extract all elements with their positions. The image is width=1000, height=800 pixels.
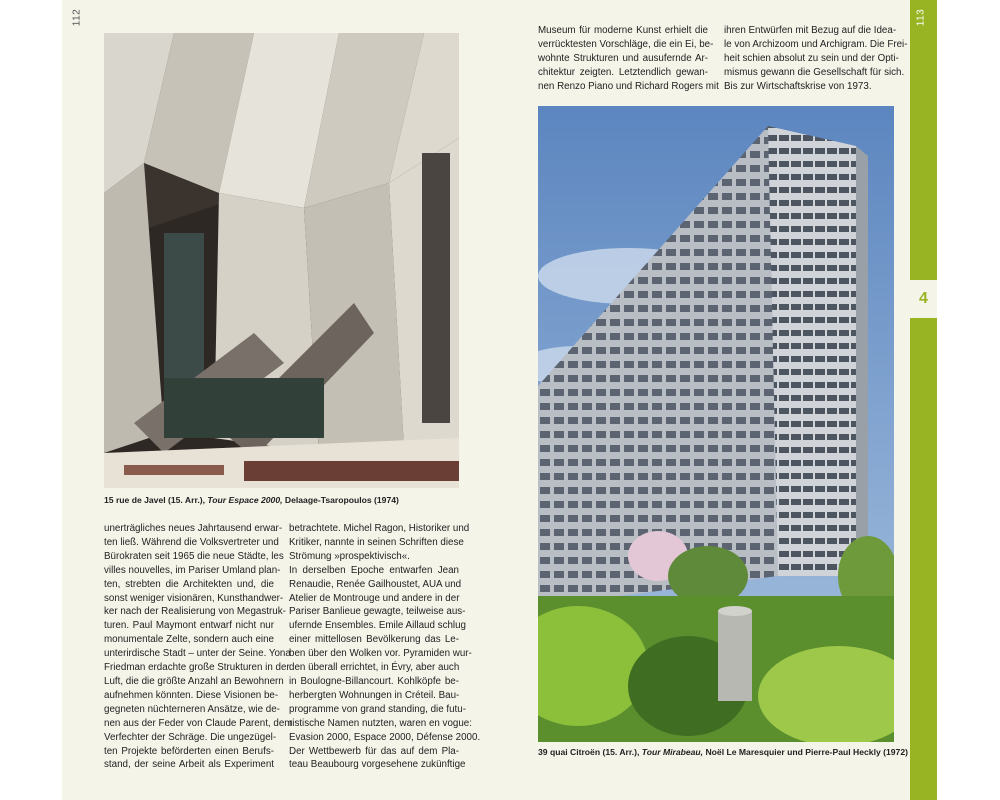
caption-right-address: 39 quai Citroën (15. Arr.), <box>538 747 640 757</box>
text-line: villes nouvelles, im Pariser Umland plan- <box>104 564 281 576</box>
text-line: mismus gewann die Gesellschaft für sich. <box>724 66 905 78</box>
text-line: Pariser Banlieue gewagte, teilweise aus- <box>289 606 466 618</box>
text-line: ufernde Ensembles. Emile Aillaud schlug <box>289 620 466 632</box>
text-line: stand, der seine Arbeit als Experiment <box>104 759 274 771</box>
text-line: gegneten nüchterneren Ansätze, wie de- <box>104 703 280 715</box>
text-line: ben über den Wolken vor. Pyramiden wur- <box>289 648 472 660</box>
text-line: Der Wettbewerb für das auf dem Pla- <box>289 745 459 757</box>
text-line: Museum für moderne Kunst erhielt die <box>538 25 708 36</box>
text-line: turen. Paul Maymont entwarf nicht nur <box>104 620 274 632</box>
text-line: herbergten Wohnungen in Créteil. Bau- <box>289 689 460 701</box>
text-line: heit schien absolut zu sein und der Opti- <box>724 52 899 64</box>
text-line: Kritiker, nannte in seinen Schriften diese <box>289 536 464 548</box>
text-line: einer mittellosen Bevölkerung das Le- <box>289 634 459 646</box>
caption-left-building: Tour Espace 2000, <box>207 495 283 505</box>
text-line: ker nach der Realisierung von Megastruk- <box>104 606 286 618</box>
text-line: Atelier de Montrouge und andere in der <box>289 592 460 604</box>
text-line: den überall errichtet, in Évry, aber auch <box>289 662 460 674</box>
text-line: ten ließ. Während die Volksvertreter und <box>104 536 279 548</box>
text-line: Friedman erdachte große Strukturen in der <box>104 662 290 674</box>
photo-tour-espace-2000 <box>104 33 459 488</box>
text-line: aufnehmen könnten. Diese Visionen be- <box>104 689 279 701</box>
text-line: unerträgliches neues Jahrtausend erwar- <box>104 523 283 534</box>
text-line: wohnte Strukturen und ausufernde Ar- <box>538 52 708 64</box>
text-line: nen Renzo Piano und Richard Rogers mit <box>538 80 719 92</box>
photo-tour-mirabeau <box>538 106 894 742</box>
text-line: monumentale Zelte, sondern auch eine <box>104 634 274 646</box>
text-line: Bürokraten seit 1965 die neue Städte, les <box>104 550 284 562</box>
text-line: Strömung »prospektivisch«. <box>289 550 410 562</box>
text-line: sonst weniger visionären, Kunsthandwer- <box>104 592 284 604</box>
chapter-color-bar <box>910 0 937 800</box>
caption-left-architect: Delaage-Tsaropoulos (1974) <box>284 495 399 505</box>
text-line: verrücktesten Vorschläge, die ein Ei, be- <box>538 38 714 50</box>
text-line: ristische Namen nutzten, waren en vogue: <box>289 717 472 729</box>
text-line: chitektur zeigten. Letztendlich gewan- <box>538 66 708 78</box>
body-column-3 <box>538 24 719 94</box>
text-line: Renaudie, Renée Gailhoustet, AUA und <box>289 578 462 590</box>
chapter-number-tab: 4 <box>910 280 937 318</box>
caption-right-architect: Noël Le Maresquier und Pierre-Paul Heckly (1972) <box>705 747 908 757</box>
text-line: ten, strebten die Architekten und, die <box>104 578 274 590</box>
text-line: nen aus der Feder von Claude Parent, dem <box>104 717 293 729</box>
body-column-4 <box>724 24 908 94</box>
page-number-right: 113 <box>915 8 927 27</box>
page-number-left: 112 <box>71 8 83 27</box>
text-line: le von Archizoom und Archigram. Die Frei- <box>724 38 908 50</box>
text-line: ten Projekte beförderten einen Berufs- <box>104 745 274 757</box>
body-column-1 <box>104 522 293 772</box>
caption-left <box>104 495 399 506</box>
text-line: teau Beaubourg vorgesehene zukünftige <box>289 759 466 771</box>
body-column-2 <box>289 522 481 772</box>
text-line: Evasion 2000, Espace 2000, Défense 2000. <box>289 731 481 743</box>
text-line: in Boulogne-Billancourt. Kohlköpfe be- <box>289 675 459 687</box>
text-line: In derselben Epoche entwarfen Jean <box>289 564 459 576</box>
caption-right <box>538 747 908 758</box>
text-line: ihren Entwürfen mit Bezug auf die Idea- <box>724 25 897 36</box>
text-line: Luft, die die größte Anzahl an Bewohnern <box>104 675 284 687</box>
text-line: betrachtete. Michel Ragon, Historiker und <box>289 523 470 534</box>
text-line: unterirdische Stadt – unter der Seine. Yona <box>104 648 291 660</box>
caption-right-building: Tour Mirabeau, <box>641 747 704 757</box>
text-line: Verfechter der Schräge. Die ungezügel- <box>104 731 277 743</box>
text-line: Bis zur Wirtschaftskrise von 1973. <box>724 80 872 92</box>
text-line: programme von grand standing, die futu- <box>289 703 466 715</box>
caption-left-address: 15 rue de Javel (15. Arr.), <box>104 495 205 505</box>
